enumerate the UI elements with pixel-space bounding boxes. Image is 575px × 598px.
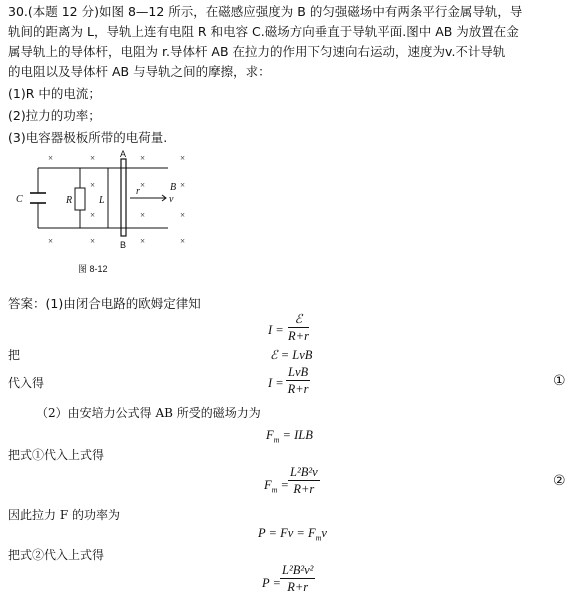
answer-intro: 答案：(1)由闭合电路的欧姆定律知 <box>8 296 201 311</box>
equation-mark-1: ① <box>553 373 566 389</box>
eq5-numerator: L²B²v <box>290 465 318 479</box>
cross-mark: × <box>90 210 96 220</box>
eq5-fraction <box>288 465 320 496</box>
label-B-field: B <box>170 182 177 193</box>
label-B-rod: B <box>120 240 127 250</box>
cross-mark: × <box>90 180 96 190</box>
figure-caption: 图 8-12 <box>78 264 108 274</box>
fraction-bar <box>288 327 309 328</box>
eq4: $F_m$ = ILB <box>266 428 313 445</box>
eq7-fraction <box>280 563 315 594</box>
eq7-lhs: P = <box>262 576 281 590</box>
question-line-4: 的电阻以及导体杆 AB 与导轨之间的摩擦，求： <box>8 64 271 79</box>
fraction-bar <box>280 578 315 579</box>
cross-mark: × <box>90 153 96 163</box>
eq3-denominator: R+r <box>287 382 309 396</box>
question-item-1: (1)R 中的电流； <box>8 86 101 101</box>
cross-mark: × <box>90 236 96 246</box>
eq5-lhs: $F_m$ = <box>264 478 289 495</box>
equation-mark-2: ② <box>553 473 566 489</box>
eq1-lhs: I = <box>268 323 284 337</box>
cross-mark: × <box>140 210 146 220</box>
question-item-2: (2)拉力的功率； <box>8 108 101 123</box>
fraction-bar <box>288 480 320 481</box>
cross-mark: × <box>140 153 146 163</box>
eq7-numerator: L²B²v² <box>282 563 314 577</box>
eq3-lhs: I = <box>268 376 284 390</box>
label-r: r <box>136 186 140 197</box>
eq3-fraction <box>286 365 310 396</box>
cross-mark: × <box>140 236 146 246</box>
eq7-denominator: R+r <box>287 580 309 594</box>
fraction-bar <box>286 380 310 381</box>
cross-mark: × <box>140 180 146 190</box>
cross-mark: × <box>180 153 186 163</box>
eq1-numerator: ℰ <box>294 312 303 326</box>
eq2: ℰ = LvB <box>270 348 313 362</box>
label-L: L <box>99 195 105 206</box>
question-line-1: 30.(本题 12 分)如图 8—12 所示，在磁感应强度为 B 的匀强磁场中有两条平行金属导轨，导 <box>8 4 523 19</box>
cross-mark: × <box>48 153 54 163</box>
eq1-fraction <box>288 312 309 343</box>
cross-mark: × <box>180 236 186 246</box>
circuit-figure <box>8 148 208 278</box>
question-line-3: 属导轨上的导体杆，电阻为 r.导体杆 AB 在拉力的作用下匀速向右运动，速度为v.不计导轨 <box>8 44 506 59</box>
question-line-2: 轨间的距离为 L，导轨上连有电阻 R 和电容 C.磁场方向垂直于导轨平面.图中 AB 为放置在金 <box>8 24 519 39</box>
eq3-numerator: LvB <box>288 365 309 379</box>
label-C: C <box>16 194 23 205</box>
part2-text: （2）由安培力公式得 AB 所受的磁场力为 <box>36 406 261 420</box>
cross-mark: × <box>180 210 186 220</box>
eq1-denominator: R+r <box>288 329 309 343</box>
label-R: R <box>66 195 73 206</box>
eq5-denominator: R+r <box>293 482 315 496</box>
text-dairude: 代入得 <box>8 376 45 390</box>
text-ba: 把 <box>8 348 21 362</box>
text-sub2: 把式②代入上式得 <box>8 548 105 562</box>
text-power: 因此拉力 F 的功率为 <box>8 508 120 522</box>
eq6: $P = Fv = F_mv$ <box>258 526 327 543</box>
label-v: v <box>169 194 174 205</box>
cross-mark: × <box>180 180 186 190</box>
question-item-3: (3)电容器极板所带的电荷量. <box>8 130 168 145</box>
cross-mark: × <box>48 236 54 246</box>
text-sub1: 把式①代入上式得 <box>8 448 105 462</box>
label-A: A <box>120 149 127 159</box>
